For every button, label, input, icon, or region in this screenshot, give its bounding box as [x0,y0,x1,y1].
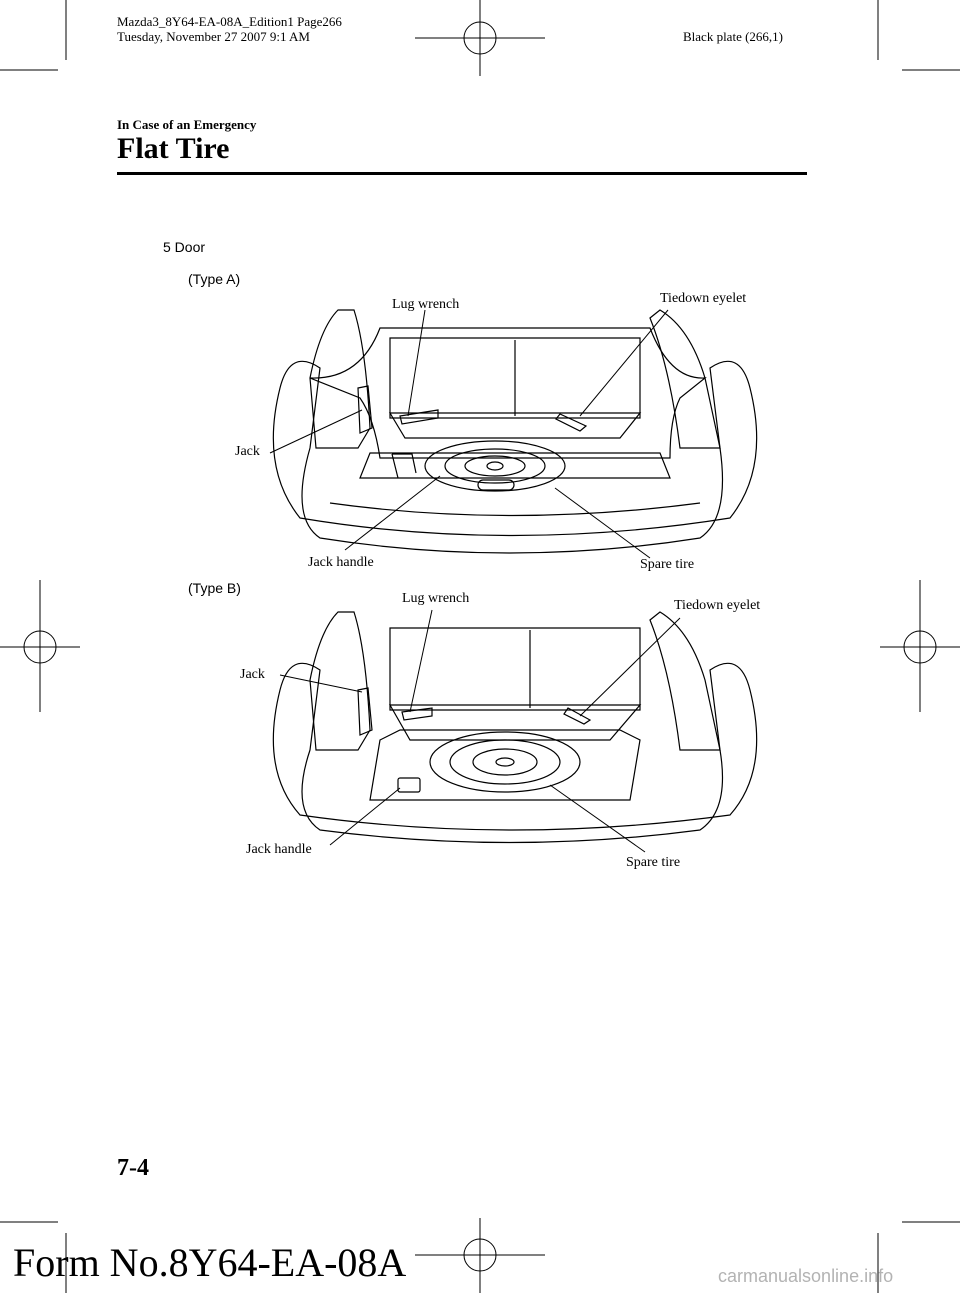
type-b-label: (Type B) [188,580,241,596]
section-label: In Case of an Emergency [117,117,257,132]
leader-jack [280,675,362,692]
leader-jack-handle [330,788,400,845]
form-number: Form No.8Y64-EA-08A [13,1240,407,1285]
trunk-illustration-type-b [250,600,790,860]
floor-panel [390,413,640,438]
callout-b-jack: Jack [240,667,265,682]
leader-lug-wrench [408,310,425,416]
title-rule [117,172,807,175]
callout-b-lug-wrench: Lug wrench [402,591,470,606]
page-number: 7-4 [117,1155,149,1181]
callout-a-spare-tire: Spare tire [640,557,695,572]
watermark: carmanualsonline.info [718,1266,894,1286]
callout-a-jack-handle: Jack handle [308,555,374,570]
callout-b-spare-tire: Spare tire [626,855,681,870]
leader-spare-tire [555,488,650,558]
callout-a-jack: Jack [235,444,260,459]
page-title: Flat Tire [117,132,230,165]
callout-b-tiedown-eyelet: Tiedown eyelet [674,598,761,613]
callout-b-jack-handle: Jack handle [246,842,312,857]
body-style-label: 5 Door [163,239,206,255]
type-a-label: (Type A) [188,271,241,287]
trunk-illustration-type-a [250,288,790,578]
spare-tire [430,732,580,792]
callout-a-lug-wrench: Lug wrench [392,297,460,312]
callout-a-tiedown-eyelet: Tiedown eyelet [660,291,747,306]
plate-label: Black plate (266,1) [683,29,783,44]
print-date-line: Tuesday, November 27 2007 9:1 AM [117,29,310,44]
leader-tiedown [580,310,668,416]
leader-lug-wrench [410,610,432,712]
print-file-line: Mazda3_8Y64-EA-08A_Edition1 Page266 [117,14,342,29]
right-pillar [650,310,720,448]
seat-back [390,628,640,710]
